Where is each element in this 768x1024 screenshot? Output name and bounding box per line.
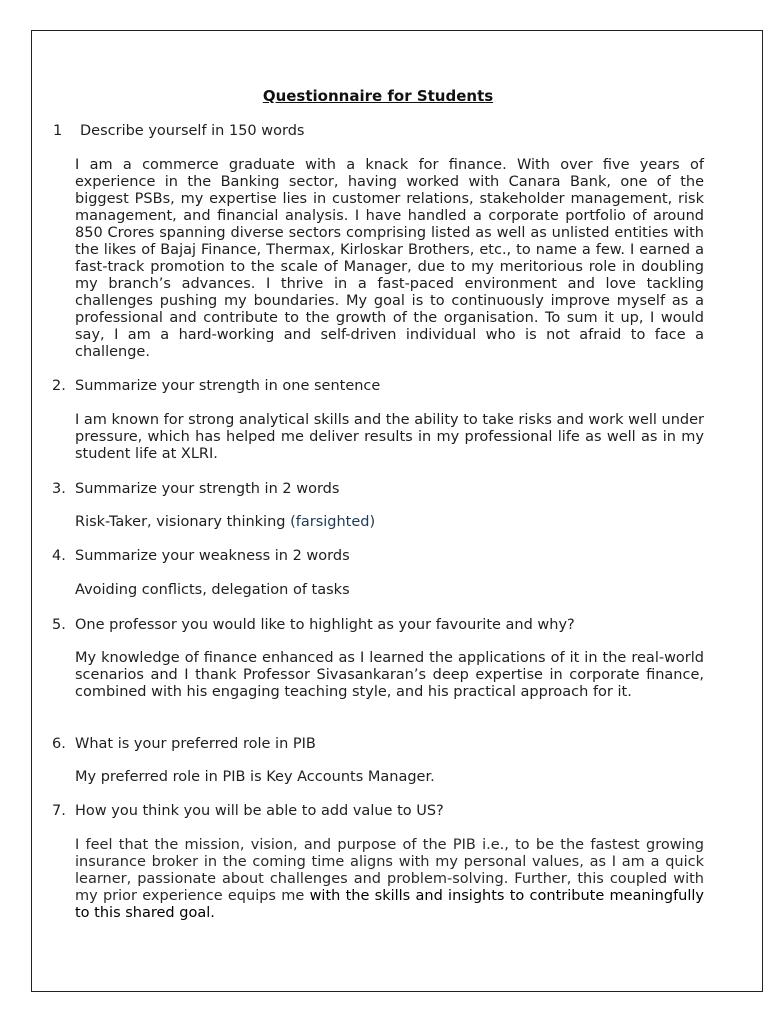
answer-3-text: Risk-Taker, visionary thinking [75,514,286,530]
answer-7 [75,837,704,922]
answer-5: My knowledge of finance enhanced as I learned the applications of it in the real-world scenarios and I thank Professor Sivasankaran’s deep expertise in corporate finance, combined with his engaging teaching style, and his practical approach for it. [75,650,704,700]
question-1: Describe yourself in 150 words [80,123,305,139]
question-2: Summarize your strength in one sentence [75,378,381,394]
answer-7-text: I feel that the mission, vision, and purpose of the PIB i.e., to be the fastest growing insurance broker in the coming time aligns with my personal values, as I am a quick learner, passionate about challenges and problem-solving. Further, this coupled with my prior experience equips me [75,837,704,904]
answer-1: I am a commerce graduate with a knack for finance. With over five years of experience in the Banking sector, having worked with Canara Bank, one of the biggest PSBs, my expertise lies in customer relations, stakeholder management, risk management, and financial analysis. I have handled a corporate portfolio of around 850 Crores spanning diverse sectors comprising listed as well as unlisted entities with the likes of Bajaj Finance, Thermax, Kirloskar Brothers, etc., to name a few. I earned a fast-track promotion to the scale of Manager, due to my meritorious role in doubling my branch’s advances. I thrive in a fast-paced environment and love tackling challenges pushing my boundaries. My goal is to continuously improve myself as a professional and contribute to the growth of the organisation. To sum it up, I would say, I am a hard-working and self-driven individual who is not afraid to face a challenge. [75,157,704,360]
question-number-2: 2. [52,378,66,394]
question-number-1: 1 [53,123,63,139]
answer-4: Avoiding conflicts, delegation of tasks [75,582,350,598]
question-number-3: 3. [52,481,66,497]
answer-3 [75,514,704,531]
question-number-4: 4. [52,548,66,564]
question-6: What is your preferred role in PIB [75,736,316,752]
answer-3-accent: (farsighted) [290,514,376,530]
question-number-7: 7. [52,803,66,819]
question-7: How you think you will be able to add value to US? [75,803,444,819]
question-5: One professor you would like to highlight as your favourite and why? [75,617,575,633]
question-number-5: 5. [52,617,66,633]
question-number-6: 6. [52,736,66,752]
question-3: Summarize your strength in 2 words [75,481,340,497]
answer-2: I am known for strong analytical skills and the ability to take risks and work well under pressure, which has helped me deliver results in my professional life as well as in my student life at XLRI. [75,412,705,462]
document-title: Questionnaire for Students [262,87,494,105]
question-4: Summarize your weakness in 2 words [75,548,350,564]
answer-7-emphasis: with the skills and insights to contribute meaningfully to this shared goal. [75,888,705,921]
answer-6: My preferred role in PIB is Key Accounts Manager. [75,769,435,785]
